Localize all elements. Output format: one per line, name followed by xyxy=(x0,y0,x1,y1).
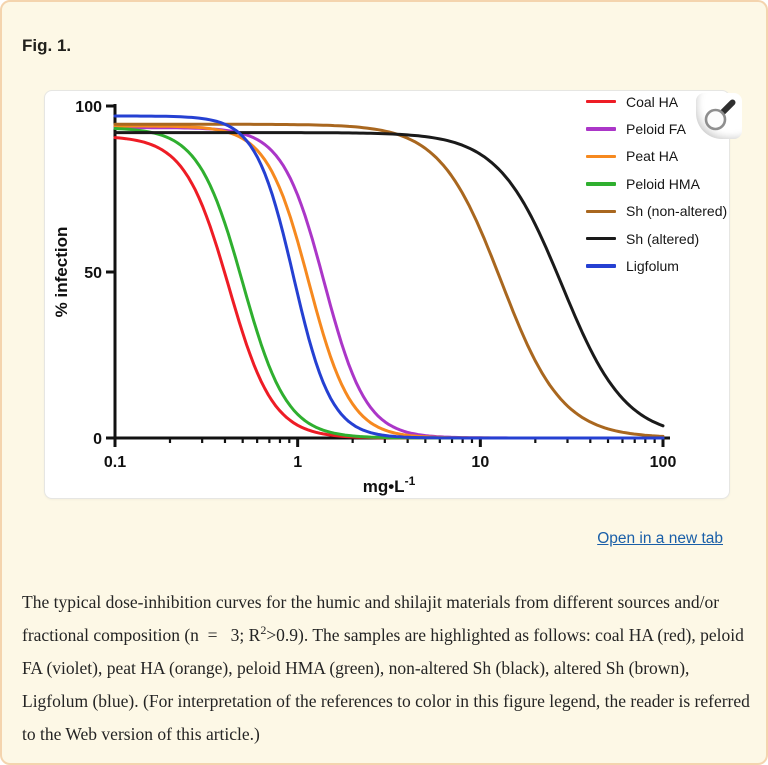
legend-label: Peloid FA xyxy=(626,121,686,138)
legend-label: Coal HA xyxy=(626,93,679,110)
caption-text-start: The typical dose-inhibition curves for the humic and shilajit materials from different sources and/or fractional composition (n = 3; R xyxy=(22,592,720,645)
legend-swatch xyxy=(586,127,616,131)
svg-text:10: 10 xyxy=(471,454,490,471)
legend-swatch xyxy=(586,210,616,214)
zoom-figure-button[interactable] xyxy=(696,93,742,139)
legend-label: Peloid HMA xyxy=(626,175,700,192)
open-in-new-tab-link[interactable]: Open in a new tab xyxy=(597,530,723,547)
legend-swatch xyxy=(586,237,616,241)
figure-actions xyxy=(597,530,723,548)
svg-text:100: 100 xyxy=(649,454,677,471)
legend-swatch xyxy=(586,155,616,159)
legend-swatch xyxy=(586,100,616,104)
legend-label: Sh (altered) xyxy=(626,230,700,247)
svg-text:1: 1 xyxy=(293,454,303,471)
legend-swatch xyxy=(586,182,616,186)
svg-text:0.1: 0.1 xyxy=(103,454,127,471)
svg-text:100: 100 xyxy=(75,99,102,116)
legend-label: Ligfolum xyxy=(626,258,679,275)
legend-item xyxy=(586,143,768,170)
svg-text:0: 0 xyxy=(93,431,102,448)
figure-panel[interactable] xyxy=(44,90,730,499)
svg-text:mg•L-1: $mg•L^{-1}$ xyxy=(362,474,416,496)
legend-item xyxy=(586,225,768,252)
legend-item xyxy=(586,198,768,225)
legend-swatch xyxy=(586,264,616,268)
caption-text-end: >0.9). The samples are highlighted as follows: coal HA (red), peloid FA (violet), peat HA (orange), peloid HMA (green), non-altered Sh (black), altered Sh (brown), Ligfolum (blue). (For interpretation of the references to color in this figure legend, the reader is referred to the Web version of this article.) xyxy=(22,625,750,744)
legend-item xyxy=(586,170,768,197)
figure-caption xyxy=(22,586,754,751)
svg-text:% infection: % infection xyxy=(52,226,71,318)
figure-label: Fig. 1. xyxy=(22,36,72,55)
caption-superscript: 2 xyxy=(260,623,267,638)
svg-text:50: 50 xyxy=(84,265,102,282)
legend-label: Peat HA xyxy=(626,148,679,165)
legend-item xyxy=(586,252,768,279)
legend-label: Sh (non-altered) xyxy=(626,203,728,220)
magnifier-icon xyxy=(696,93,742,139)
